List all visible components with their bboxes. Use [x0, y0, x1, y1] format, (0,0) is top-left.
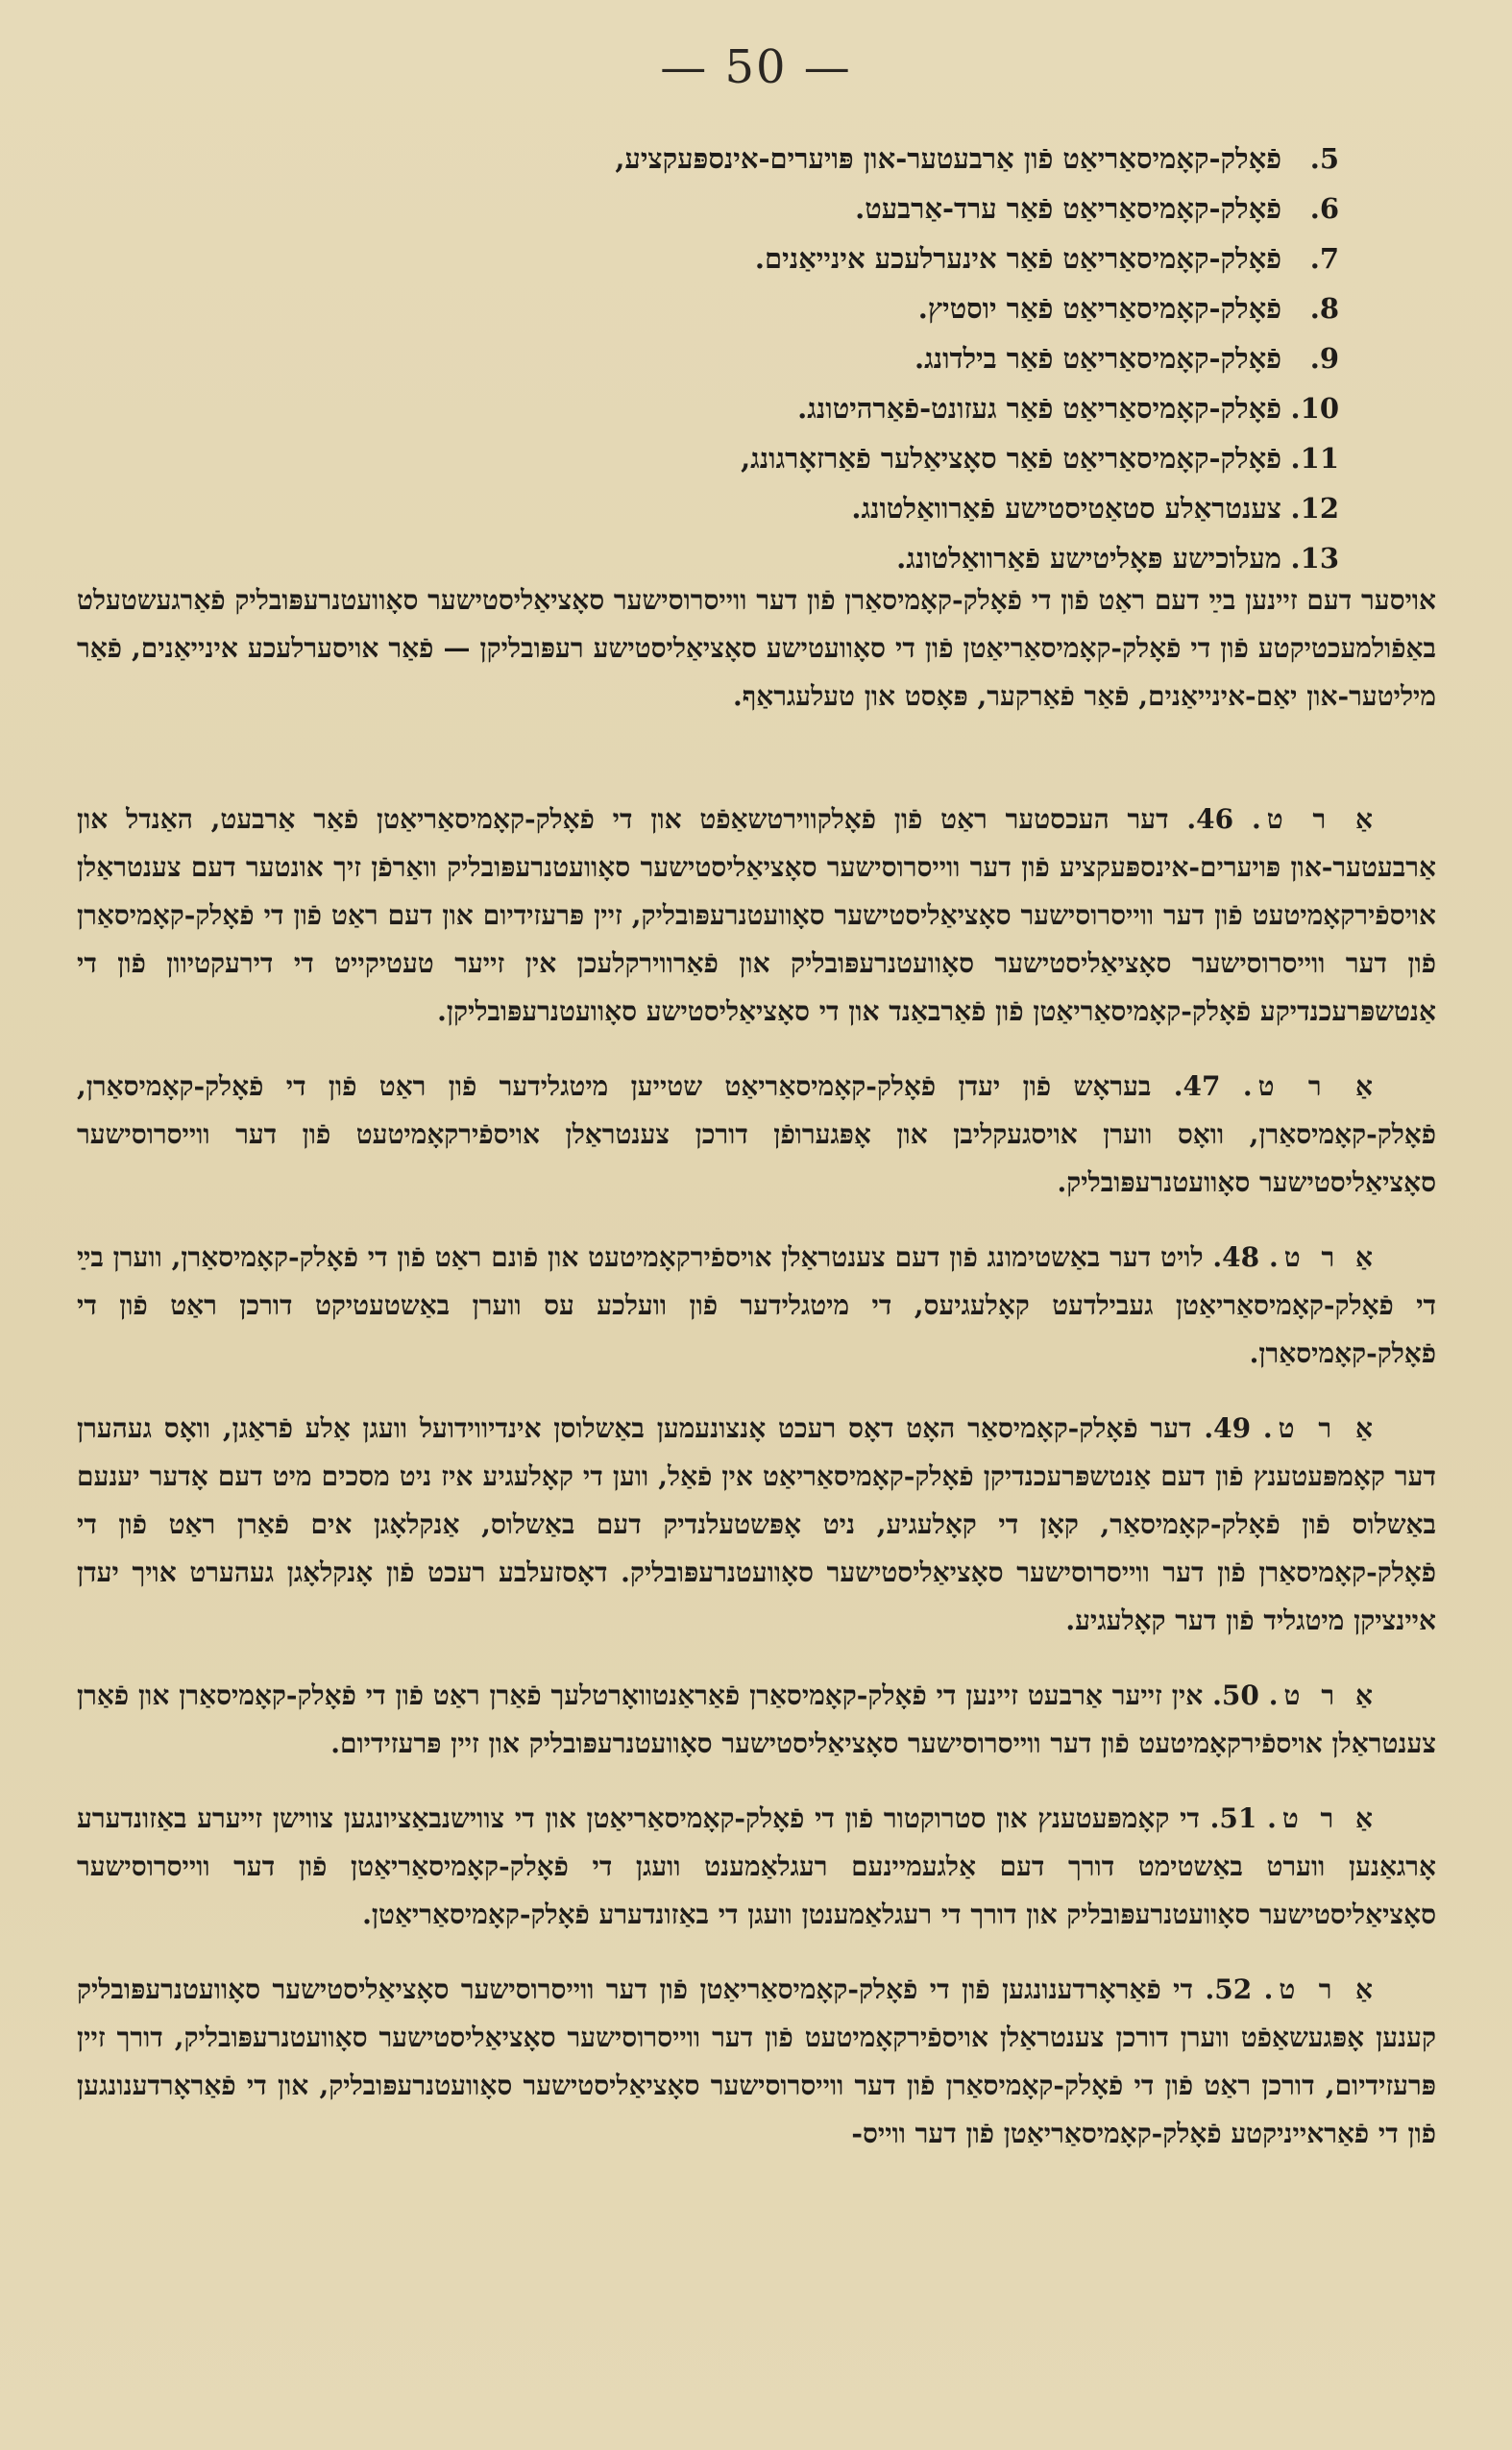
list-item-number: 11.	[1290, 442, 1339, 475]
list-item	[378, 284, 1339, 334]
intro-paragraph: אויסער דעם זיינען בײַ דעם ראַט פֿון די פֿאָלק-קאָמיסאַרן פֿון דער ווייסרוסישער סאָציאַליסטישער סאָוועטנרעפּובליק פֿאַרגעשטעלט באַפֿולמעכטיקטע פֿון די פֿאָלק-קאָמיסאַריאַטן פֿון די סאָוועטישע סאָציאַליסטישע רעפּובליקן — פֿאַר אויסערלעכע אינייאַנים, פֿאַר מיליטער-און יאַם-אינייאַנים, פֿאַר פֿאַרקער, פּאָסט און טעלעגראַף.	[77, 584, 1436, 712]
list-item-text: צענטראַלע סטאַטיסטישע פֿאַרוואַלטונג.	[851, 492, 1281, 525]
list-item-text: מעלוכישע פּאָליטישע פֿאַרוואַלטונג.	[896, 542, 1281, 575]
article-label: אַ ר ט.	[1268, 1241, 1379, 1273]
list-item	[378, 135, 1339, 184]
article-number: 47.	[1173, 1070, 1221, 1102]
list-item-number: 12.	[1290, 492, 1339, 525]
article-paragraph	[77, 1795, 1436, 1939]
article-label: אַ ר ט.	[1263, 1973, 1379, 2005]
article-paragraph	[77, 1234, 1436, 1378]
list-item-number: 7.	[1309, 242, 1339, 275]
list-item	[378, 434, 1339, 484]
article-number: 52.	[1205, 1973, 1253, 2005]
commissariat-list	[378, 135, 1339, 584]
list-item-number: 9.	[1309, 342, 1339, 375]
list-item-text: פֿאָלק-קאָמיסאַריאַט פֿאַר יוסטיץ.	[917, 292, 1281, 325]
article-number: 51.	[1209, 1802, 1257, 1834]
list-item	[378, 184, 1339, 234]
article-label: אַ ר ט.	[1242, 1070, 1379, 1102]
article-label: אַ ר ט.	[1267, 1802, 1379, 1834]
article-paragraph	[77, 1966, 1436, 2158]
article-number: 46.	[1186, 803, 1234, 835]
article-text: די קאָמפּעטענץ און סטרוקטור פֿון די פֿאָלק-קאָמיסאַריאַטן און די צווישנבאַציונגען צווישן זייערע באַזונדערע אָרגאַנען ווערט באַשטימט דורך דעם אַלגעמיינעם רעגלאַמענט וועגן די פֿאָלק-קאָמיסאַריאַטן פֿון דער ווייסרוסישער סאָציאַליסטישער סאָוועטנרעפּובליק און דורך די רעגלאַמענטן וועגן די באַזונדערע פֿאָלק-קאָמיסאַריאַטן.	[77, 1802, 1436, 1930]
article-text: דער העכסטער ראַט פֿון פֿאָלקווירטשאַפֿט און די פֿאָלק-קאָמיסאַריאַטן פֿאַר אַרבעט, האַנדל און אַרבעטער-און פּויערים-אינספּעקציע פֿון דער ווייסרוסישער סאָציאַליסטישער סאָוועטנרעפּובליק וואַרפֿן זיך אונטער דעם צענטראַלן אויספֿירקאָמיטעט פֿון דער ווייסרוסישער סאָציאַליסטישער סאָוועטנרעפּובליק, זיין פּרעזידיום און דעם ראַט פֿון די פֿאָלק-קאָמיסאַרן פֿון דער ווייסרוסישער סאָציאַליסטישער סאָוועטנרעפּובליק און פֿאַרווירקלעכן אין זייער טעטיקייט די דירעקטיוון פֿון די אַנטשפּרעכנדיקע פֿאָלק-קאָמיסאַריאַטן פֿון פֿאַרבאַנד און די סאָציאַליסטישע סאָוועטנרעפּובליקן.	[77, 803, 1436, 1027]
page-number: — 50 —	[660, 40, 852, 94]
article-text: בעראָש פֿון יעדן פֿאָלק-קאָמיסאַריאַט שטייען מיטגלידער פֿון ראַט פֿון די פֿאָלק-קאָמיסאַרן, פֿאָלק-קאָמיסאַרן, וואָס ווערן אויסגעקליבן און אָפּגערופֿן דורכן צענטראַלן אויספֿירקאָמיטעט פֿון דער ווייסרוסישער סאָציאַליסטישער סאָוועטנרעפּובליק.	[77, 1070, 1436, 1198]
list-item	[378, 384, 1339, 434]
list-item-text: פֿאָלק-קאָמיסאַריאַט פֿאַר ערד-אַרבעט.	[855, 192, 1281, 225]
list-item-text: פֿאָלק-קאָמיסאַריאַט פֿון אַרבעטער-און פּויערים-אינספּעקציע,	[615, 142, 1281, 175]
list-item	[378, 484, 1339, 534]
article-text: דער פֿאָלק-קאָמיסאַר האָט דאָס רעכט אָנצונעמען באַשלוסן אינדיווידועל וועגן אַלע פֿראַגן, וואָס געהערן דער קאָמפּעטענץ פֿון דעם אַנטשפּרעכנדיקן פֿאָלק-קאָמיסאַריאַט אין פֿאַל, ווען די קאָלעגיע איז ניט מסכים מיט דעם אָדער יענעם באַשלוס פֿון פֿאָלק-קאָמיסאַר, קאָן די קאָלעגיע, ניט אָפּשטעלנדיק דעם באַשלוס, אַנקלאָגן אים פֿאַרן ראַט פֿון די פֿאָלק-קאָמיסאַרן פֿון דער ווייסרוסישער סאָציאַליסטישער סאָוועטנרעפּובליק. דאָסזעלבע רעכט פֿון אָנקלאָגן געהערט אויך יעדן איינציקן מיטגליד פֿון דער קאָלעגיע.	[77, 1412, 1436, 1636]
list-item	[378, 234, 1339, 284]
list-item-text: פֿאָלק-קאָמיסאַריאַט פֿאַר אינערלעכע אינייאַנים.	[754, 242, 1281, 275]
article-label: אַ ר ט.	[1262, 1412, 1378, 1444]
article-number: 48.	[1212, 1241, 1260, 1273]
article-paragraph	[77, 796, 1436, 1036]
article-text: לויט דער באַשטימונג פֿון דעם צענטראַלן אויספֿירקאָמיטעט און פֿונם ראַט פֿון די פֿאָלק-קאָמיסאַרן, ווערן בײַ די פֿאָלק-קאָמיסאַריאַטן געבילדעט קאָלעגיעס, די מיטגלידער פֿון וועלכע עס ווערן באַשטעטיקט דורכן ראַט פֿון די פֿאָלק-קאָמיסאַרן.	[77, 1241, 1436, 1369]
article-paragraph	[77, 1063, 1436, 1207]
list-item-number: 6.	[1309, 192, 1339, 225]
article-number: 50.	[1212, 1679, 1259, 1711]
list-item-text: פֿאָלק-קאָמיסאַריאַט פֿאַר בילדונג.	[915, 342, 1281, 375]
list-item-text: פֿאָלק-קאָמיסאַריאַט פֿאַר סאָציאַלער פֿאַרזאָרגונג,	[741, 442, 1281, 475]
list-item-number: 5.	[1309, 142, 1339, 175]
article-label: אַ ר ט.	[1268, 1679, 1378, 1711]
list-item-number: 13.	[1290, 542, 1339, 575]
list-item	[378, 334, 1339, 384]
list-item-number: 8.	[1309, 292, 1339, 325]
article-label: אַ ר ט.	[1251, 803, 1379, 835]
article-paragraph	[77, 1405, 1436, 1645]
list-item-text: פֿאָלק-קאָמיסאַריאַט פֿאַר געזונט-פֿאַרהיטונג.	[797, 392, 1281, 425]
list-item-number: 10.	[1290, 392, 1339, 425]
articles-section	[77, 796, 1436, 2185]
article-paragraph	[77, 1672, 1436, 1768]
article-number: 49.	[1204, 1412, 1252, 1444]
article-text: די פֿאַראָרדענונגען פֿון די פֿאָלק-קאָמיסאַריאַטן פֿון דער ווייסרוסישער סאָציאַליסטישער סאָוועטנרעפּובליק קענען אָפּגעשאַפֿט ווערן דורכן צענטראַלן אויספֿירקאָמיטעט פֿון דער ווייסרוסישער סאָציאַליסטישער סאָוועטנרעפּובליק, דורך זיין פּרעזידיום, דורכן ראַט פֿון די פֿאָלק-קאָמיסאַרן פֿון דער ווייסרוסישער סאָציאַליסטישער סאָוועטנרעפּובליק, און די פֿאַראָרדענונגען פֿון די פֿאַראייניקטע פֿאָלק-קאָמיסאַריאַטן פֿון דער ווייס-	[77, 1973, 1436, 2149]
article-text: אין זייער אַרבעט זיינען די פֿאָלק-קאָמיסאַרן פֿאַראַנטוואָרטלעך פֿאַרן ראַט פֿון די פֿאָלק-קאָמיסאַרן און פֿאַרן צענטראַלן אויספֿירקאָמיטעט פֿון דער ווייסרוסישער סאָציאַליסטישער סאָוועטנרעפּובליק און זיין פּרעזידיום.	[77, 1679, 1436, 1759]
